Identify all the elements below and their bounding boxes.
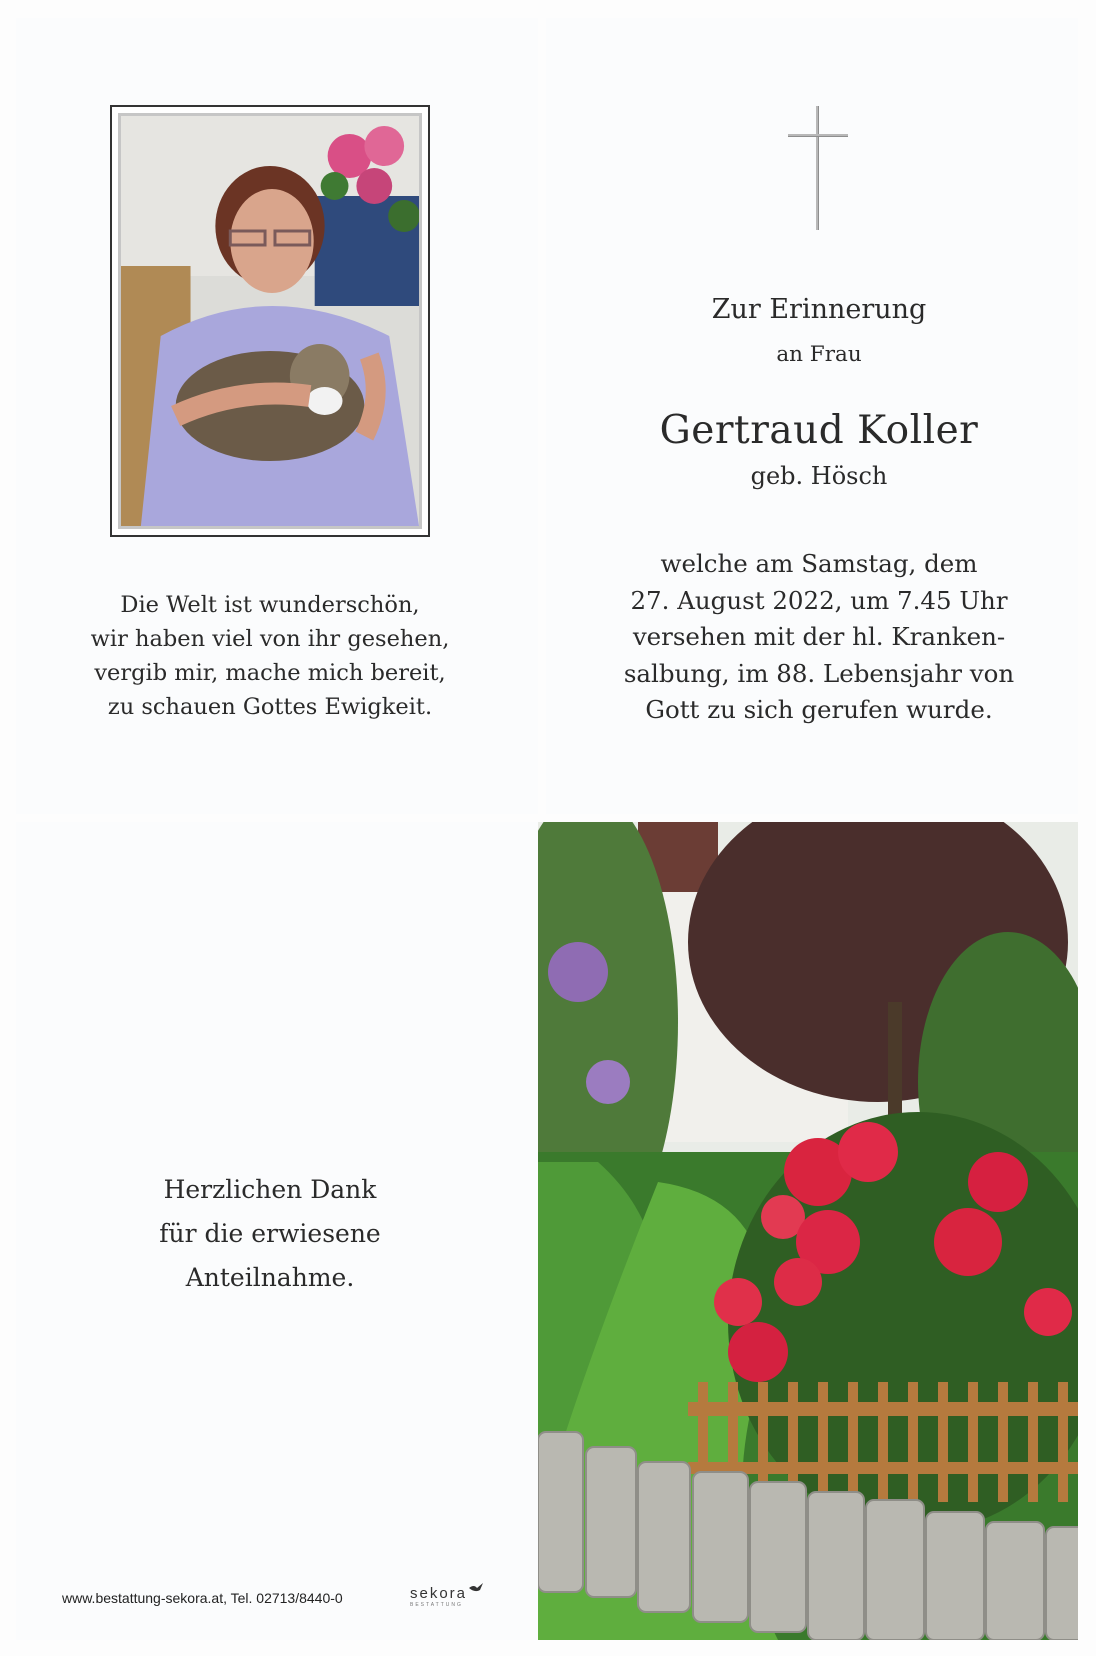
thanks-line: Anteilnahme. [185,1263,355,1292]
death-notice [586,546,1052,729]
deceased-name: Gertraud Koller [659,408,979,453]
funeral-home-logo: sekora [410,1585,468,1602]
poem-line: Die Welt ist wunderschön, [120,592,420,618]
salutation: an Frau [776,342,862,367]
birth-name: geb. Hösch [750,462,888,490]
garden-photo [538,822,1078,1640]
thanks-line: für die erwiesene [159,1219,381,1248]
portrait-image [121,116,419,526]
thanks-line: Herzlichen Dank [163,1175,377,1204]
poem-line: wir haben viel von ihr gesehen, [90,626,450,652]
poem-line: zu schauen Gottes Ewigkeit. [107,694,433,720]
funeral-home-contact: www.bestattung-sekora.at, Tel. 02713/8440-0 [62,1590,343,1606]
poem-line: vergib mir, mache mich bereit, [94,660,446,686]
death-notice-line: salbung, im 88. Lebensjahr von [623,658,1015,688]
death-notice-line: Gott zu sich gerufen wurde. [645,695,993,724]
portrait-photo [110,105,430,537]
death-notice-line: welche am Samstag, dem [660,549,978,578]
thanks-message [40,1168,500,1300]
bird-icon [468,1582,484,1594]
memory-heading: Zur Erinnerung [711,294,927,325]
funeral-home-logo-sub: BESTATTUNG [410,1602,463,1608]
death-notice-line: 27. August 2022, um 7.45 Uhr [630,585,1008,615]
death-notice-line: versehen mit der hl. Kranken- [632,622,1006,651]
cross-icon [788,106,848,230]
poem [40,588,500,724]
garden-image [538,822,1078,1640]
